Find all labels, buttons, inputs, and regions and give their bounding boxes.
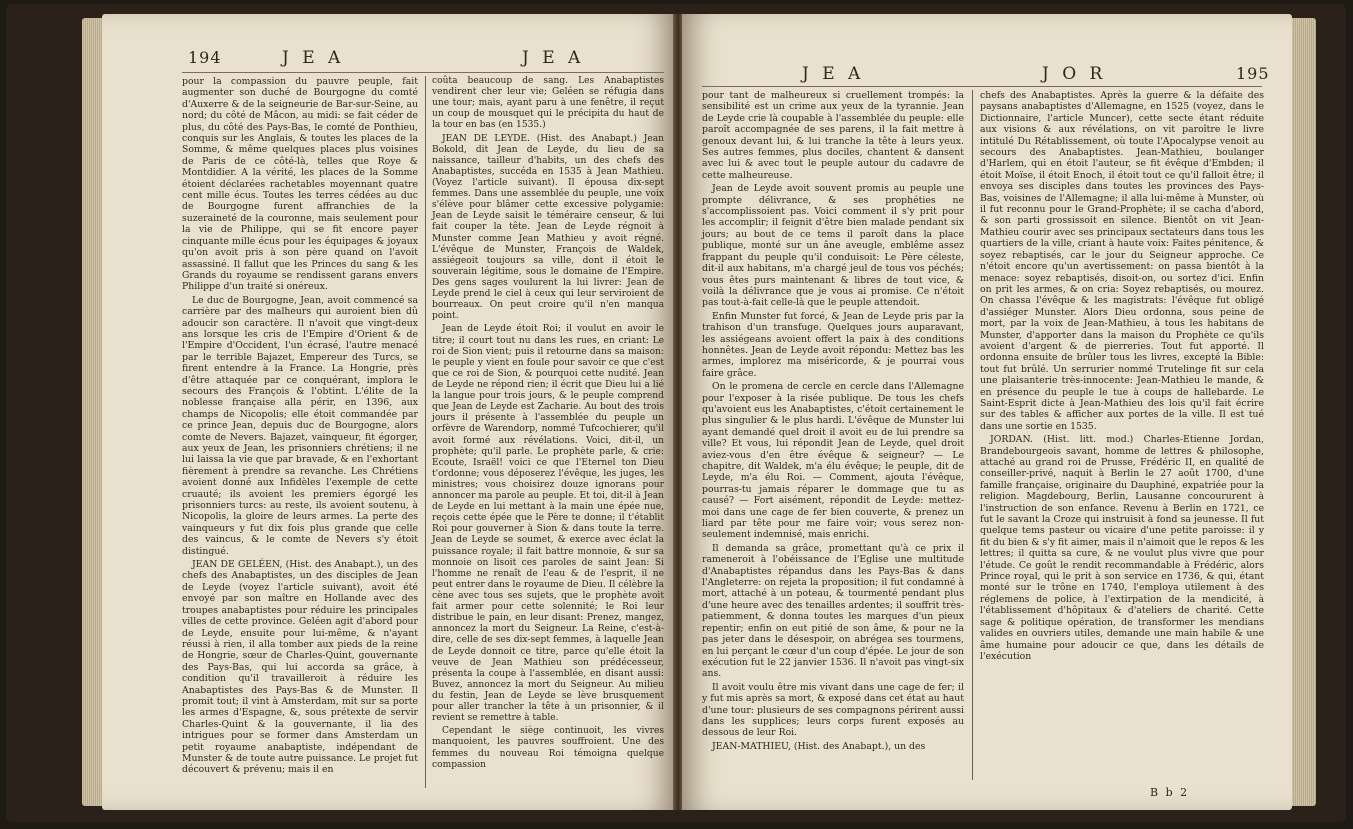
page-number: 195 (1236, 64, 1270, 83)
page-edges-left (82, 18, 104, 806)
column-header: J E A (282, 48, 345, 68)
paragraph: pour la compassion du pauvre peuple, fait augmenter son duché de Bourgogne du comté d'Auxerre & de la seigneurie de Bar-sur-Seine, au nord; du côté de Mâcon, au midi: se fait céder de plus, du côté des Pays-Bas, le comté de Ponthieu, conquis sur les Anglais, & toutes les places de la Somme, & même quelques places plus voisines de Paris de ce côté-là, telles que Roye & Montdidier. A la vérité, les places de la Somme étoient déclarées rachetables moyennant quatre cent mille écus. Toutes les terres cédées au duc de Bourgogne furent affranchies de la suzeraineté de la couronne, mais seulement pour la vie de Philippe, qui se fit encore payer cinquante mille écus pour les équipages & joyaux qu'on avoit pris à son père quand on l'avoit assassiné. Il fallut que les Princes du sang & les Grands du royaume se rendissent garans envers Philippe d'un traité si onéreux. (182, 76, 418, 293)
column-rule (972, 90, 973, 780)
paragraph: JORDAN. (Hist. litt. mod.) Charles-Etienne Jordan, Brandebourgeois savant, homme de lettres & philosophe, attaché au grand roi de Prusse, Frédéric II, en qualité de conseiller-privé, naquit à Berlin le 27 août 1700, d'une famille française, originaire du Dauphiné, expatriée pour la religion. Magdebourg, Berlin, Lausanne concoururent à l'instruction de son enfance. Revenu à Berlin en 1721, ce fut le savant la Croze qui instruisit à fond sa jeunesse. Il fut quelque tems pasteur ou vicaire d'une petite paroisse: il y fit du bien & s'y fit aimer, mais il n'aimoit que le repos & les lettres; il quitta sa cure, & ne voulut plus vivre que pour l'étude. Ce goût le rendit recommandable à Frédéric, alors Prince royal, qui le prit à son service en 1736, & qui, étant monté sur le trône en 1740, l'employa utilement à des réglemens de police, à l'extirpation de la mendicité, à l'établissement d'hôpitaux & d'ateliers de charité. Cette sage & politique opération, de transformer les mendians valides en ouvriers utiles, demande une main habile & une âme humaine pour adoucir ce que, dans les détails de l'exécution (980, 434, 1264, 662)
page-edges-right (1290, 18, 1316, 806)
text-column-1 (702, 90, 964, 754)
paragraph: Il avoit voulu être mis vivant dans une cage de fer; il y fut mis après sa mort, & exposé dans cet état au haut d'une tour: plusieurs de ses compagnons périrent aussi dans les supplices; leurs corps furent exposés au dessous de leur Roi. (702, 681, 964, 739)
text-column-2 (432, 76, 664, 773)
right-page (682, 14, 1292, 810)
paragraph: On le promena de cercle en cercle dans l'Allemagne pour l'exposer à la risée publique. De tous les chefs qu'avoient eus les Anabaptistes, c'étoit certainement le plus singulier & le plus hardi. L'évêque de Munster lui ayant demandé quel droit il avoit eu de lui prendre sa ville? Et vous, lui répondit Jean de Leyde, quel droit aviez-vous d'en être évêque & seigneur? — Le chapitre, dit Waldek, m'a élu évêque; le peuple, dit de Leyde, m'a élu Roi. — Comment, ajouta l'évêque, pourras-tu jamais réparer le dommage que tu as causé? — Fort aisément, répondit de Leyde: mettez-moi dans une cage de fer bien couverte, & prenez un liard par tête pour me faire voir; vous serez non-seulement indemnisé, mais enrichi. (702, 381, 964, 541)
text-column-2 (980, 90, 1264, 664)
column-header: J E A (802, 64, 865, 84)
paragraph: chefs des Anabaptistes. Après la guerre & la défaite des paysans anabaptistes d'Allemagne, en 1525 (voyez, dans le Dictionnaire, l'article Muncer), cette secte étant réduite aux visions & aux révélations, on vit paroître le livre intitulé Du Rétablissement, où toute l'Apocalypse venoit au secours des Anabaptistes. Jean-Mathieu, boulanger d'Harlem, qui en étoit l'auteur, se fit évêque d'Embden; il étoit Moïse, il étoit Enoch, il étoit tout ce qu'il falloit être; il envoya ses disciples dans toutes les provinces des Pays-Bas, voisines de l'Allemagne; il alla lui-même à Munster, où il fut reconnu pour le Grand-Prophète; il se cacha d'abord, & son parti grossissoit en silence. Bientôt on vit Jean-Mathieu courir avec ses principaux sectateurs dans tous les quartiers de la ville, criant à haute voix: Faites pénitence, & soyez rebaptisés, car le jour du Seigneur approche. Ce n'étoit encore qu'un avertissement: on passa bientôt à la menace: soyez rebaptisés, disoit-on, ou sortez d'ici. Enfin on prit les armes, & on cria: Soyez rebaptisés, ou mourez. On chassa l'évêque & les magistrats: l'évêque fut obligé d'assiéger Munster. Alors Dieu ordonna, sous peine de mort, par la voix de Jean-Mathieu, à tous les habitans de Munster, d'apporter dans la maison du Prophète ce qu'ils avoient d'argent & de pierreries. Tout fut apporté. Il ordonna ensuite de brûler tous les livres, excepté la Bible: tout fut brûlé. Un serrurier nommé Trutelinge fit sur cela une plaisanterie très-innocente: Jean-Mathieu le mande, & en présence du peuple le tue à coups de hallebarde. Le Saint-Esprit dicte à Jean-Mathieu des lois qu'il fait écrire sur des tables & afficher aux portes de la ville. Il est tué dans une sortie en 1535. (980, 90, 1264, 432)
column-header: J O R (1042, 64, 1107, 84)
paragraph: Il demanda sa grâce, promettant qu'à ce prix il rameneroit à l'obéissance de l'Eglise une multitude d'Anabaptistes répandus dans les Pays-Bas & dans l'Angleterre: on rejeta la proposition; il fut condamné à mort, attaché à un poteau, & tourmenté pendant plus d'une heure avec des tenailles ardentes; il souffrit très-patiemment, & donna toutes les marques d'un pieux repentir; enfin on eut pitié de son âme, & pour ne la pas jeter dans le désespoir, on abrégea ses tourmens, en lui perçant le cœur d'un coup d'épée. Le jour de son exécution fut le 22 janvier 1536. Il n'avoit pas vingt-six ans. (702, 542, 964, 680)
header-rule (182, 72, 664, 73)
paragraph: Jean de Leyde étoit Roi; il voulut en avoir le titre; il court tout nu dans les rues, en criant: Le roi de Sion vient; puis il retourne dans sa maison: le peuple y vient en foule pour savoir ce que c'est que ce roi de Sion, & pourquoi cette nudité. Jean de Leyde ne répond rien; il écrit que Dieu lui a lié la langue pour trois jours, & le peuple comprend que Jean de Leyde est Zacharie. Au bout des trois jours il présente à l'assemblée du peuple un orfèvre de Warendorp, nommé Tufcochierer, qu'il avoit formé aux révélations. Voici, dit-il, un prophète; qu'il parle. Le prophète parle, & crie: Ecoute, Israël! voici ce que l'Eternel ton Dieu t'ordonne; vous déposerez l'évêque, les juges, les ministres; vous choisirez douze ignorans pour annoncer ma parole au peuple. Et toi, dit-il à Jean de Leyde en lui mettant à la main une épée nue, reçois cette épée que le Père te donne; il t'établit Roi pour gouverner à Sion & dans toute la terre. Jean de Leyde se soumet, & exerce avec éclat la puissance royale; il fait battre monnoie, & sur sa monnoie on lisoit ces paroles de saint Jean: Si l'homme ne renaît de l'eau & de l'esprit, il ne peut entrer dans le royaume de Dieu. Il célèbre la cène avec tous ses sujets, que le prophète avoit fait armer pour cette solennité; le Roi leur distribue le pain, en leur disant: Prenez, mangez, annoncez la mort du Seigneur. La Reine, c'est-à-dire, celle de ses dix-sept femmes, à laquelle Jean de Leyde donnoit ce titre, parce qu'elle étoit la veuve de Jean Mathieu son prédécesseur, présenta la coupe à l'assemblée, en disant aussi: Buvez, annoncez la mort du Seigneur. Au milieu du festin, Jean de Leyde se lève brusquement pour aller trancher la tête à un prisonnier, & il revient se remettre à table. (432, 324, 664, 724)
book-spread (6, 4, 1346, 822)
header-rule (702, 86, 1262, 87)
paragraph: Le duc de Bourgogne, Jean, avoit commencé sa carrière par des malheurs qui auroient bien dû adoucir son caractère. Il n'avoit que vingt-deux ans lorsque les cris de l'Empire d'Orient & de l'Empire d'Occident, l'un écrasé, l'autre menacé par le terrible Bajazet, Empereur des Turcs, se firent entendre à la France. La Hongrie, près d'être attaquée par ce conquérant, implora le secours des François & l'obtint. L'élite de la noblesse française alla périr, en 1396, aux champs de Nicopolis; elle étoit commandée par ce prince Jean, depuis duc de Bourgogne, alors comte de Nevers. Bajazet, vainqueur, fit égorger, aux yeux de Jean, les prisonniers chrétiens; il ne lui laissa la vie que par bravade, & en l'exhortant fièrement à prendre sa revanche. Les Chrétiens avoient donné aux Infidèles l'exemple de cette cruauté; ils avoient les premiers égorgé les prisonniers turcs: au reste, ils avoient soutenu, à Nicopolis, la gloire de leurs armes. La perte des vainqueurs y fut dix fois plus grande que celle des vaincus, & le comte de Nevers s'y étoit distingué. (182, 294, 418, 557)
paragraph: coûta beaucoup de sang. Les Anabaptistes vendirent cher leur vie; Geléen se réfugia dans une tour; mais, ayant paru à une fenêtre, il reçut un coup de mousquet qui le précipita du haut de la tour en bas (en 1535.) (432, 76, 664, 131)
paragraph: JEAN DE LEYDE. (Hist. des Anabapt.) Jean Bokold, dit Jean de Leyde, du lieu de sa naissance, tailleur d'habits, un des chefs des Anabaptistes, succéda en 1535 à Jean Mathieu. (Voyez l'article suivant). Il épousa dix-sept femmes. Dans une assemblée du peuple, une voix s'élève pour blâmer cette excessive polygamie: Jean de Leyde saisit le téméraire censeur, & lui fait couper la tête. Jean de Leyde régnoit à Munster comme Jean Mathieu y avoit régné. L'évêque de Munster, François de Waldek, assiégeoit toujours sa ville, dont il étoit le souverain légitime, sous le domaine de l'Empire. Des gens sages voulurent la lui livrer: Jean de Leyde prend le ciel à ceux qui leur serviroient de bourreaux. On peut croire qu'il n'en manqua point. (432, 133, 664, 322)
column-rule (425, 76, 426, 788)
paragraph: Jean de Leyde avoit souvent promis au peuple une prompte délivrance, & ses prophéties ne s'accomplissoient pas. Voici comment il s'y prit pour les accomplir; il feignit d'être bien malade pendant six jours; au bout de ce tems il paroît dans la place publique, monté sur un âne aveugle, emblême assez frappant du peuple qu'il conduisoit: Le Père céleste, dit-il aux habitans, m'a chargé jeul de tous vos péchés; vous êtes purs maintenant & libres de tout vice, & voilà la délivrance que je vous ai promise. Ce n'étoit pas tout-à-fait celle-là que le peuple attendoit. (702, 183, 964, 309)
page-number: 194 (188, 48, 222, 67)
signature-mark: B b 2 (1150, 786, 1190, 799)
paragraph: pour tant de malheureux si cruellement trompés: la sensibilité est un crime aux yeux de la tyrannie. Jean de Leyde crie là coupable à l'assemblée du peuple: elle paroît accompagnée de ses parens, il la fait mettre à genoux devant lui, & lui tranche la tête à leurs yeux. Ses autres femmes, plus dociles, chantent & dansent avec lui & avec tout le peuple autour du cadavre de cette malheureuse. (702, 90, 964, 181)
paragraph: Enfin Munster fut forcé, & Jean de Leyde pris par la trahison d'un transfuge. Quelques jours auparavant, les assiégeans avoient offert la paix à des conditions honnêtes. Jean de Leyde avoit répondu: Mettez bas les armes, implorez ma miséricorde, & je pourrai vous faire grâce. (702, 310, 964, 379)
column-header: J E A (522, 48, 585, 68)
left-page (102, 14, 674, 810)
paragraph: JEAN-MATHIEU, (Hist. des Anabapt.), un des (712, 740, 926, 752)
paragraph: JEAN DE GELÉEN, (Hist. des Anabapt.), un des chefs des Anabaptistes, un des disciples de Jean de Leyde (voyez l'article suivant), avoit été envoyé par son maître en Hollande avec des troupes anabaptistes pour réduire les principales villes de cette province. Geléen agit d'abord pour de Leyde, ensuite pour lui-même, & n'ayant réussi à rien, il alla tomber aux pieds de la reine de Hongrie, sœur de Charles-Quint, gouvernante des Pays-Bas, qui lui accorda sa grâce, à condition qu'il travailleroit à réduire les Anabaptistes des Pays-Bas & de Munster. Il promit tout; il vint à Amsterdam, mit sur sa porte les armes d'Espagne, &, sous prétexte de servir Charles-Quint & la gouvernante, il lia des intrigues pour se former dans Amsterdam un petit royaume anabaptiste, indépendant de Munster & de toute autre puissance. Le projet fut découvert & prévenu; mais il en (182, 559, 418, 776)
paragraph: Cependant le siège continuoit, les vivres manquoient, les pauvres souffroient. Une des femmes du nouveau Roi témoigna quelque compassion (432, 726, 664, 770)
text-column-1 (182, 76, 418, 778)
